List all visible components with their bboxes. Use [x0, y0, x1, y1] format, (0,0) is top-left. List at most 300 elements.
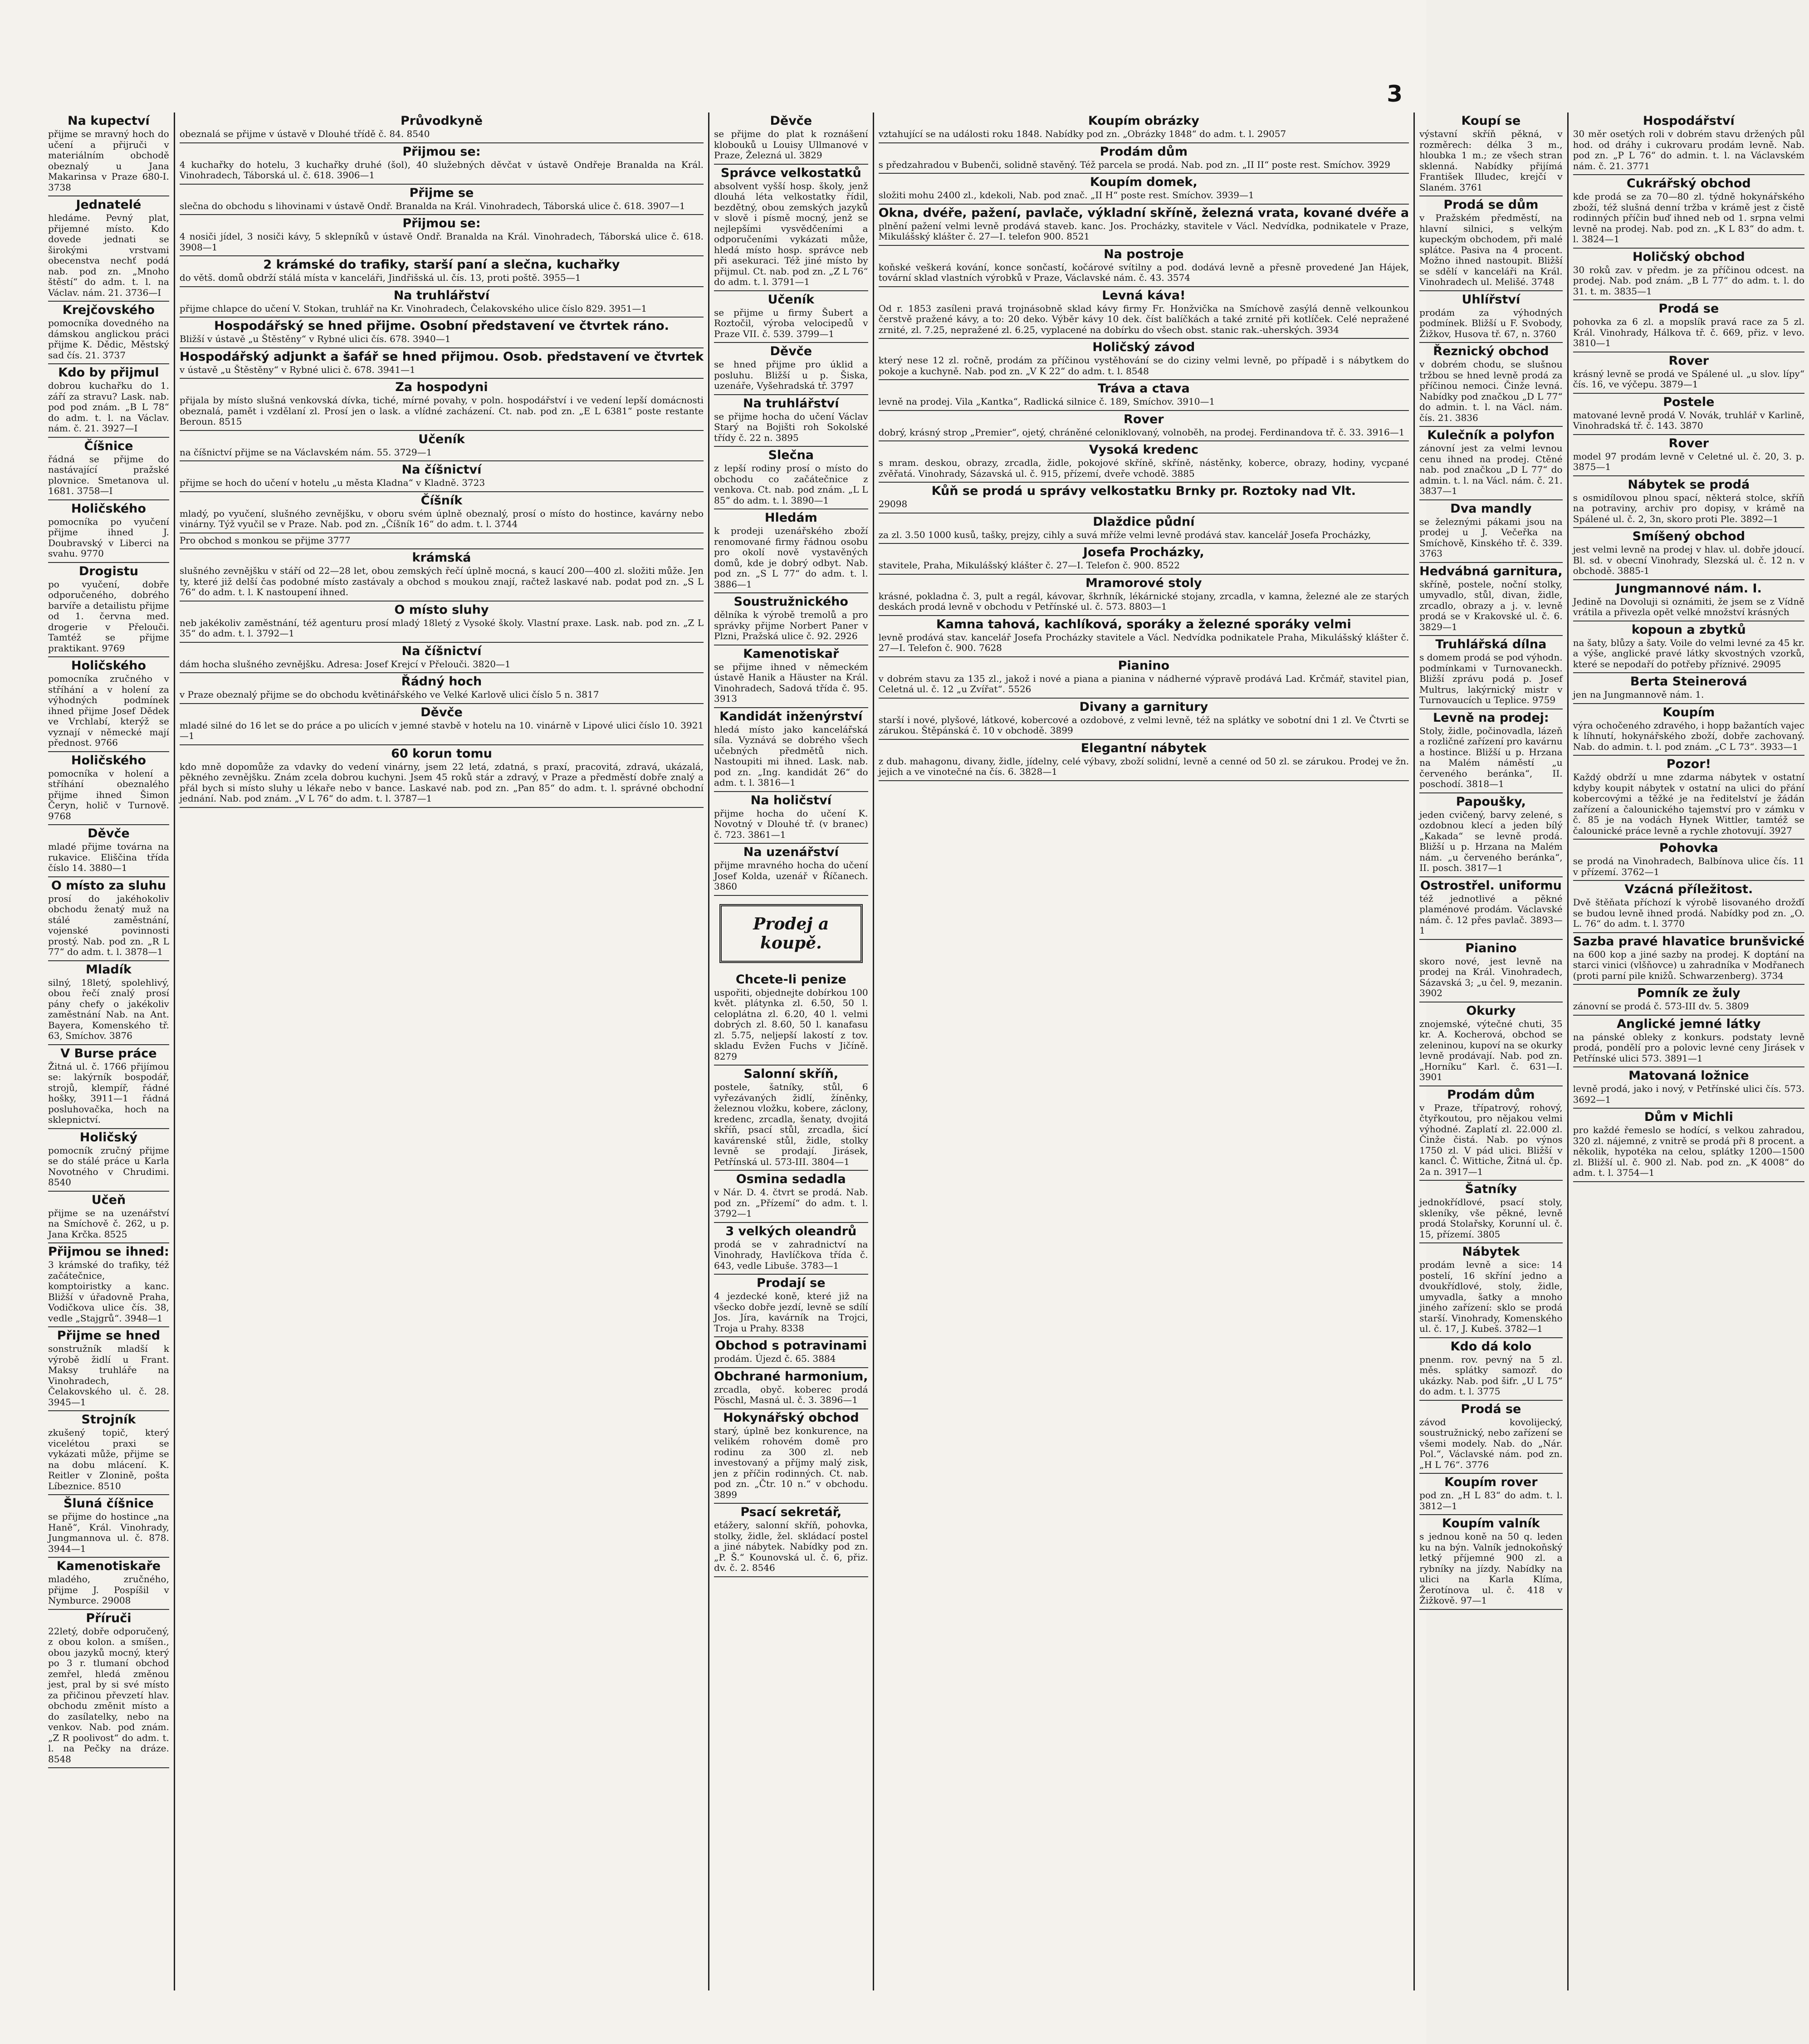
ad-heading: 60 korun tomu — [391, 746, 492, 761]
ad-text: mladé přijme továrna na rukavice. Eliščina třída číslo 14. 3880—1 — [48, 841, 169, 873]
ad-text: se prodá na Vinohradech, Balbínova ulice čís. 11 v přízemí. 3762—1 — [1573, 856, 1805, 877]
ad-heading: Elegantní nábytek — [1081, 741, 1207, 755]
classified-ad — [1419, 1086, 1562, 1181]
ad-heading: Hospodářský se hned přijme. Osobní představení ve čtvrtek ráno. — [214, 319, 669, 333]
ad-heading: Na postroje — [1104, 247, 1184, 261]
ad-heading: Obchrané harmonium, — [714, 1369, 868, 1384]
ad-heading: Pohovka — [1659, 841, 1718, 855]
classified-ad — [180, 215, 704, 256]
ad-heading: Číšnice — [84, 439, 133, 453]
ad-text: po vyučení, dobře odporučeného, dobrého barvíře a detailistu přijme od 1. června med. drogerie v Přelouči. Tamtéž se přijme praktikant. 9769 — [48, 578, 169, 654]
ad-text: přijala by místo slušná venkovská dívka, tiché, mírné povahy, v poln. hospodářství i ve vedení lepší domácnosti obeznalá, pamět i vzdělaní zl. Prosí jen o lask. a vlídné zacházení. Ct. nab. pod zn. „E L 6381“ poste restante Beroun. 8515 — [179, 395, 704, 427]
classified-ad — [1419, 291, 1562, 343]
ad-text: prodám levně a sice: 14 postelí, 16 skříní jedno a dvoukřídlové, stoly, židle, umyvadla, šatky a mnoho jiného zařízení: sklo se prodá starší. Vinohrady, Komenského ul. č. 17, J. Kubeš. 3782—1 — [1419, 1259, 1563, 1334]
classified-ad — [48, 657, 169, 752]
ad-heading: Prodám dům — [1447, 1087, 1535, 1102]
ad-text: levně prodá, jako i nový, v Petřínské ulici čís. 573. 3692—1 — [1573, 1083, 1805, 1105]
ad-text: kde prodá se za 70—80 zl. týdně hokynářského zboží, též slušná denní tržba v krámě jest z čistě rodinných příčin buď ihned neb od 1. srpna velmi levně na prodej. Nab. pod zn. „K L 83“ do adm. t. l. 3824—1 — [1573, 191, 1805, 244]
classified-ad — [714, 395, 868, 447]
classified-ad — [879, 411, 1409, 442]
ad-heading: Mramorové stoly — [1085, 576, 1202, 590]
ad-heading: Rover — [1668, 436, 1709, 450]
classified-ad — [180, 745, 704, 808]
ad-heading: Holičský závod — [1092, 340, 1195, 354]
ad-text: přijme mravného hocha do učení Josef Kolda, uzenář v Říčanech. 3860 — [714, 860, 868, 892]
classified-ad — [714, 1409, 868, 1504]
ad-text: etážery, salonní skříň, pohovka, stolky, židle, žel. skládací postel a jiné nábytek. Nabídky pod zn. „P. Š.“ Kounovská ul. č. 6, přiz. dv. č. 2. 8546 — [714, 1520, 868, 1573]
classified-ad — [1573, 249, 1804, 301]
ad-heading: Kůň se prodá u správy velkostatku Brnky pr. Roztoky nad Vlt. — [931, 484, 1356, 498]
ad-text: s předzahradou v Bubenči, solidně stavěný. Též parcela se prodá. Nab. pod zn. „II II“ poste rest. Smíchov. 3929 — [878, 159, 1391, 170]
ad-heading: Děvče — [770, 344, 812, 358]
classified-ad — [714, 291, 868, 343]
classified-ad — [1419, 343, 1562, 427]
ad-heading: Pianino — [1118, 658, 1170, 673]
ad-text: pomocníka po vyučení přijme ihned J. Doubravský v Liberci na svahu. 9770 — [48, 516, 169, 559]
ad-heading: Salonní skříň, — [743, 1067, 839, 1081]
ad-heading: Papoušky, — [1456, 794, 1526, 809]
ad-heading: Řeznický obchod — [1433, 344, 1549, 358]
classified-ad — [1419, 940, 1562, 1002]
classified-ad — [1419, 709, 1562, 793]
ad-text: na šaty, blůzy a šaty. Voile do velmi levné za 45 kr. a výše, anglické pravé látky skvostných vzorků, které se nepodaří do potřeby příznivé. 29095 — [1573, 637, 1805, 670]
ad-text: prodá se v zahradnictví na Vinohrady, Havlíčkova třída č. 643, vedle Libuše. 3783—1 — [714, 1238, 868, 1271]
ad-text: jen na Jungmannově nám. 1. — [1573, 689, 1704, 700]
ad-text: v Praze, třípatrový, rohový, čtyřkoutou, pro nějakou velmi výhodné. Zaplatí zl. 22.000 zl. Činže čistá. Nab. po výnos 1750 zl. V pád ulici. Bližší v kancl. Č. Wittiche, Žitná ul. čp. 2a n. 3917—1 — [1419, 1102, 1563, 1177]
ad-heading: Holičský obchod — [1632, 249, 1745, 264]
classified-ad — [48, 438, 169, 500]
ad-heading: Nábytek — [1462, 1245, 1520, 1259]
ad-heading: Přijmou se: — [402, 144, 481, 159]
ad-text: Žitná ul. č. 1766 přijímou se: lakýrník bospodář, strojů, klempíř, řádné hošky, 3911—1 řádná posluhovačka, hoch na sklepnictví. — [48, 1061, 169, 1125]
ad-text: model 97 prodám levně v Celetné ul. č. 20, 3. p. 3875—1 — [1573, 450, 1805, 472]
classified-ad — [879, 143, 1409, 174]
ad-heading: Děvče — [88, 826, 130, 841]
ad-text: v Nár. D. 4. čtvrt se prodá. Nab. pod zn. „Přízemí“ do adm. t. l. 3792—1 — [714, 1187, 868, 1219]
ad-heading: Učeň — [91, 1193, 126, 1207]
classified-ad — [714, 1171, 868, 1223]
ad-text: k prodeji uzenářského zboží renomované firmy řádnou osobu pro okolí nově vystavěných domů, kde je dobrý odbyt. Nab. pod zn. „S L 77“ do adm. t. l. 3886—1 — [714, 525, 868, 590]
ad-heading: Koupím rover — [1444, 1475, 1538, 1489]
ad-text: znojemské, výtečné chuti, 35 kr. A. Kocherová, obchod se zeleninou, kupoví na se okurky levně prodávají. Nab. pod zn. „Horníku“ Karl. č. 631—I. 3901 — [1419, 1018, 1563, 1082]
ad-heading: Kamna tahová, kachlíková, sporáky a železné sporáky velmi — [936, 617, 1351, 631]
classified-ad — [879, 513, 1409, 544]
ad-text: uspořiti, objednejte dobírkou 100 květ. plátynka zl. 6.50, 50 l. celoplátna zl. 6.20, 40 l. velmi dobrých zl. 8.60, 50 l. kanafasu zl. 5.75, neljepší lakostí z tov. skladu Evžen Fuchs v Jičíně. 8279 — [714, 987, 868, 1062]
classified-ad — [879, 112, 1409, 143]
ad-text: s osmidílovou plnou spací, některá stolce, skříň na potraviny, archiv pro dopisy, v krámě na Spálené ul. č. 2, 3n, skoro proti Ple. 3892—1 — [1573, 492, 1805, 524]
classified-ad — [48, 1327, 169, 1411]
ad-heading: Sazba pravé hlavatice brunšvické — [1573, 934, 1805, 949]
classified-ad — [1573, 112, 1804, 175]
classified-ad — [1419, 636, 1562, 709]
ad-heading: Obchod s potravinami — [715, 1339, 867, 1353]
classified-ad — [48, 1129, 169, 1192]
classified-ad — [1573, 300, 1804, 352]
classified-ad — [879, 657, 1409, 699]
ad-text: jest velmi levně na prodej v hlav. ul. dobře jdoucí. Bl. sd. v obecní Vinohrady, Slezská ul. č. 12 n. v obchodě. 3885-1 — [1573, 544, 1805, 576]
ad-text: plnění pažení velmi levně prodává staveb. kanc. Jos. Procházky, stavitele v Václ. Nedvídka, podnikatele v Praze, Mikulášský klášter č. 27—I. telefon 900. 8521 — [878, 220, 1409, 242]
classified-ad — [48, 364, 169, 438]
ad-heading: Děvče — [420, 705, 463, 719]
classified-ad — [1419, 196, 1562, 291]
classified-ad — [48, 563, 169, 658]
ad-text: slečna do obchodu s lihovinami v ústavě Ondř. Branalda na Král. Vinohradech, Táborská ulice č. 618. 3907—1 — [179, 200, 685, 211]
ad-text: zánovní se prodá č. 573-III dv. 5. 3809 — [1573, 1001, 1749, 1012]
classified-ad — [1573, 704, 1804, 756]
ad-heading: 3 velkých oleandrů — [725, 1224, 857, 1238]
ad-heading: Učeník — [768, 292, 815, 307]
classified-ad — [879, 246, 1409, 287]
classified-ad — [48, 825, 169, 877]
ad-text: Bližší v ústavě „u Štěstěny“ v Rybné ulici čís. 678. 3940—1 — [179, 333, 451, 344]
ad-heading: Správce velkostatků — [720, 166, 861, 180]
ad-heading: Děvče — [770, 114, 812, 128]
ad-heading: Rover — [1668, 353, 1709, 368]
classified-ad — [48, 752, 169, 826]
classified-ad — [180, 348, 704, 379]
classified-columns — [44, 112, 1805, 1990]
classified-ad — [180, 287, 704, 318]
ad-text: Pro obchod s monkou se přijme 3777 — [179, 534, 351, 546]
ad-text: přijme se hoch do učení v hotelu „u města Kladna“ v Kladně. 3723 — [179, 477, 485, 488]
ad-heading: Uhlířství — [1462, 292, 1521, 307]
ad-heading: Učeník — [418, 432, 465, 446]
ad-text: Jedině na Dovoluji si oznámiti, že jsem se z Vídně vrátila a přivezla opět velké množství krásných — [1573, 596, 1805, 617]
classified-ad — [48, 112, 169, 196]
classified-ad — [714, 509, 868, 593]
ad-heading: Holičského — [71, 659, 146, 673]
classified-ad — [1419, 1401, 1562, 1474]
classified-ad — [879, 287, 1409, 339]
classified-ad — [1573, 394, 1804, 435]
classified-ad — [879, 544, 1409, 575]
classified-ad — [714, 1066, 868, 1171]
ad-heading: krámská — [412, 551, 471, 565]
ad-heading: Rover — [1124, 412, 1164, 426]
ad-heading: Pianino — [1465, 941, 1517, 955]
classified-ad — [714, 792, 868, 844]
ad-text: Každý obdrží u mne zdarma nábytek v ostatní kdyby koupit nábytek v ostatní na ulici do přání kobercovými a těžké je na ředitelství je žádán zařízení a čalounického tajemství pro v zámku v č. 85 je na vodách Hynek Wittler, tamtéž se čalounické práce levně a rychle zhotovují. 3927 — [1573, 772, 1805, 836]
classified-ad — [1419, 1474, 1562, 1515]
ad-text: pomocník zručný přijme se do stálé práce u Karla Novotného v Chrudimi. 8540 — [48, 1144, 169, 1188]
page-number: 3 — [1387, 81, 1403, 107]
ad-text: silný, 18letý, spolehlivý, obou řečí znalý prosí pány chefy o jakékoliv zaměstnání Nab. na Ant. Bayera, Komenského tř. 63, Smíchov. 3876 — [48, 977, 169, 1041]
ad-text: přijme hocha do učení K. Novotný v Dlouhé tř. (v branec) č. 723. 3861—1 — [714, 807, 868, 840]
classified-ad — [1573, 1067, 1804, 1109]
section-banner: Prodej a koupě. — [719, 904, 863, 963]
ad-text: který nese 12 zl. ročně, prodám za příčinou vystěhování se do ciziny velmi levně, po případě i s nábytkem do pokoje a kuchyně. Nab. pod zn. „V K 22“ do adm. t. l. 8548 — [878, 355, 1409, 377]
ad-heading: Příruči — [86, 1611, 132, 1625]
ad-text: složiti mohu 2400 zl., kdekoli, Nab. pod znač. „II H“ poste rest. Smíchov. 3939—1 — [878, 190, 1254, 200]
ad-text: v dobrém stavu za 135 zl., jakož i nové a piana a pianina v nádherné výpravě prodává Lad. Krčmář, stavitel pian, Celetná ul. č. 12 „u Zvířat“. 5526 — [878, 673, 1409, 694]
classified-ad — [1419, 1338, 1562, 1401]
classified-ad — [714, 971, 868, 1066]
ad-text: též jednotlivé a pěkné plaménové prodám. Václavské nám. č. 12 přes pavlač. 3893—1 — [1419, 893, 1563, 936]
classified-ad — [714, 165, 868, 291]
ad-heading: Koupím obrázky — [1088, 114, 1199, 128]
ad-text: matované levně prodá V. Novák, truhlář v Karlině, Vinohradská tř. č. 143. 3870 — [1573, 409, 1805, 431]
ad-text: levně na prodej. Vila „Kantka“, Radlická silnice č. 189, Smíchov. 3910—1 — [878, 396, 1215, 407]
ad-text: v Praze obeznalý přijme se do obchodu květinářského ve Velké Karlově ulici číslo 5 n. 3817 — [179, 689, 599, 700]
ad-text: prodám za výhodných podmínek. Bližší u F. Svobody, Žižkov, Husova tř. 67, n. 3760 — [1419, 307, 1563, 339]
ad-text: Dvě štěňata příchozí k výrobě lisovaného drožďí se budou levně ihned prodá. Nabídky pod zn. „O. L. 76“ do adm. t. l. 3770 — [1573, 897, 1805, 929]
ad-heading: Osmina sedadla — [736, 1172, 846, 1186]
classified-ad — [879, 616, 1409, 657]
ad-heading: V Burse práce — [60, 1046, 157, 1061]
ad-heading: Dva mandly — [1450, 501, 1532, 516]
ad-heading: Cukrářský obchod — [1626, 176, 1751, 191]
ad-heading: kopoun a zbytků — [1631, 622, 1746, 637]
ad-text: se hned přijme pro úklid a posluhu. Bližší u p. Šiska, uzenáře, Vyšehradská tř. 3797 — [714, 359, 868, 391]
classified-ad — [879, 483, 1409, 513]
classified-ad — [48, 1411, 169, 1495]
ad-heading: Na číšnictví — [401, 644, 482, 658]
ad-text: skoro nové, jest levně na prodej na Král. Vinohradech, Sázavská 3; „u čel. 9, mezanin. 3902 — [1419, 955, 1563, 998]
classified-ad — [714, 343, 868, 395]
ad-heading: Holičského — [71, 501, 146, 516]
ad-heading: Přijmou se ihned: — [48, 1245, 169, 1259]
ad-text: 3 krámské do trafiky, též začátečnice, komptoiristky a kanc. Bližší v úřadovně Praha, Vodičkova ulice čís. 38, vedle „Stajgrů“. 3948—1 — [48, 1259, 169, 1324]
ad-heading: Anglické jemné látky — [1617, 1017, 1761, 1031]
ad-text: prodám. Újezd č. 65. 3884 — [714, 1353, 836, 1364]
classified-ad — [180, 549, 704, 601]
classified-ad — [180, 256, 704, 287]
ad-text: 22letý, dobře odporučený, z obou kolon. a smíšen., obou jazyků mocný, který po 3 r. tlumaní obchod zemřel, hledá změnou jest, pral by si své místo za přičinou převzetí hlav. obchodu změnit místo a do zasílatelky, nebo na venkov. Nab. pod znám. „Z R poolivost“ do adm. t. l. na Pečky na dráze. 8548 — [48, 1625, 169, 1765]
ad-heading: Strojník — [81, 1413, 136, 1427]
classified-ad — [1573, 175, 1804, 249]
classified-ad — [879, 575, 1409, 616]
ad-text: řádná se přijme do nastávající pražské plovnice. Smetanova ul. 1681. 3758—I — [48, 453, 169, 496]
ad-heading: Kdo dá kolo — [1450, 1339, 1532, 1354]
ad-heading: Divany a garnitury — [1079, 699, 1208, 714]
classified-ad — [714, 708, 868, 792]
ad-heading: Kamenotiskaře — [56, 1559, 161, 1573]
ad-text: výstavní skříň pěkná, v rozměrech: délka 3 m., hloubka 1 m.; ze všech stran sklenná. Nabídky přijímá František Illudec, krejčí v Slaném. 3761 — [1419, 128, 1563, 193]
classified-ad — [180, 673, 704, 704]
ad-heading: Na kupectví — [68, 114, 150, 128]
classified-ad — [1573, 881, 1804, 933]
ad-text: pohovka za 6 zl. a mopslík pravá race za 5 zl. Král. Vinohrady, Hálkova tř. č. 669, přiz. v levo. 3810—1 — [1573, 316, 1805, 348]
ad-text: 4 nosiči jídel, 3 nosiči kávy, 5 sklepníků v ústavě Ondř. Branalda na Král. Vinohradech, Táborská ulice č. 618. 3908—1 — [179, 231, 704, 253]
ad-heading: Na uzenářství — [743, 845, 839, 859]
ad-text: vztahující se na události roku 1848. Nabídky pod zn. „Obrázky 1848“ do adm. t. l. 29057 — [878, 128, 1286, 139]
classified-ad — [879, 380, 1409, 411]
ad-text: Stoly, židle, počinovadla, lázeň a rozličné zařízení pro kavárnu a hostince. Bližší u p. Hrzana na Malém náměstí „u červeného beránka“, II. poschodí. 3818—1 — [1419, 725, 1563, 789]
ad-heading: Prodá se — [1461, 1402, 1521, 1416]
ad-heading: Prodám dům — [1100, 144, 1188, 159]
ad-text: výra ochočeného zdravého, i hopp bažantích vajec k líhnutí, hokynářského zboží, dobře zachovaný. Nab. do admin. t. l. pod znám. „C L 73“. 3933—1 — [1573, 719, 1805, 752]
ad-text: zkušený topič, který vicelétou praxi se vykázati může, přijme se na dobu mlácení. K. Reitler v Zlonině, pošta Líbeznice. 8510 — [48, 1427, 169, 1491]
ad-text: na pánské obleky z konkurs. podstaty levně prodá, pondělí pro a polovic levné ceny Jirásek v Petřínské ulici 573. 3891—1 — [1573, 1031, 1805, 1064]
ad-heading: Kulečník a polyfon — [1427, 428, 1555, 442]
ad-heading: Tráva a ctava — [1097, 381, 1190, 396]
ad-text: zrcadla, obyč. koberec prodá Pöschl, Masná ul. č. 3. 3896—1 — [714, 1384, 868, 1405]
ad-text: se přijme do hostince „na Haně“, Král. Vinohrady, Jungmannova ul. č. 878. 3944—1 — [48, 1511, 169, 1554]
ad-heading: Hledám — [764, 511, 817, 525]
classified-ad — [48, 1192, 169, 1244]
ad-heading: Kamenotiskař — [743, 646, 839, 661]
ad-text: do větš. domů obdrží stálá místa v kanceláři, Jindřišská ul. čís. 13, proti poště. 3955—1 — [179, 272, 581, 283]
ad-text: jeden cvičený, barvy zelené, s ozdobnou klecí a jeden bílý „Kakada“ se levně prodá. Bližší u p. Hrzana na Malém nám. „u červeného beránka“, II. posch. 3817—1 — [1419, 809, 1563, 873]
ad-text: mladý, po vyučení, slušného zevnějšku, v oboru svém úplně obeznalý, prosí o místo do hostince, kavárny nebo vinárny. Týž vyučil se v Praze. Nab. pod zn. „Číšník 16“ do adm. t. l. 3744 — [179, 508, 704, 529]
classified-ad — [1573, 1109, 1804, 1182]
ad-text: se přijme u firmy Šubert a Roztočil, výroba velocipedů v Praze VII. č. 539. 3799—1 — [714, 307, 868, 339]
ad-heading: Holičského — [71, 753, 146, 768]
classified-ad — [48, 196, 169, 302]
ad-heading: 2 krámské do trafiky, starší paní a slečna, kuchařky — [263, 258, 620, 272]
ad-heading: Na truhlářství — [393, 288, 490, 303]
classified-ad — [1419, 793, 1562, 877]
ad-heading: Levně na prodej: — [1433, 710, 1549, 725]
ad-heading: O místo sluhy — [394, 602, 489, 617]
ad-text: s jednou koně na 50 q. leden ku na býn. Valník jednokoňský letký příjemné 900 zl. a rybníky na jízdy. Nabídky na ulici na Karla Klíma, Žerotínova ul. č. 418 v Žižkově. 97—1 — [1419, 1531, 1563, 1606]
ad-text: skříně, postele, noční stolky, umyvadlo, stůl, divan, židle, zrcadlo, obrazy a j. v. levně prodá se v Krakovské ul. č. 6. 3829—1 — [1419, 578, 1563, 632]
ad-heading: Mladík — [85, 962, 132, 977]
classified-ad — [879, 740, 1409, 781]
ad-text: 30 roků zav. v předm. je za příčinou odcest. na prodej. Nab. pod znám. „B L 77“ do adm. t. l. do 31. t. m. 3835—1 — [1573, 264, 1805, 297]
ad-text: stavitele, Praha, Mikulášský klášter č. 27—I. Telefon č. 900. 8522 — [878, 560, 1180, 571]
classified-ad — [48, 1610, 169, 1769]
classified-ad — [1573, 435, 1804, 476]
column-6 — [1569, 112, 1809, 1990]
ad-heading: Šluná číšnice — [63, 1496, 154, 1511]
classified-ad — [1419, 1243, 1562, 1338]
ad-heading: Jednatelé — [76, 198, 142, 212]
classified-ad — [1419, 1515, 1562, 1610]
ad-text: v Pražském předměstí, na hlavní silnici, s velkým kupeckým obchodem, při malé splátce. Pasiva na 4 procent. Možno ihned nastoupit. Bližší se sdělí v kanceláři na Král. Vinohradech ul. Melišé. 3748 — [1419, 212, 1563, 287]
classified-ad — [714, 844, 868, 896]
ad-text: v dobrém chodu, se slušnou tržbou se hned levně prodá za příčinou nemoci. Činže levná. Nabídky pod značkou „D L 77“ do admin. t. l. na Václ. nám. čís. 21. 3836 — [1419, 359, 1563, 423]
column-4 — [874, 112, 1415, 1990]
ad-text: se železnými pákami jsou na prodej u J. Večeřka na Smíchově, Kinského tř. č. 339. 3763 — [1419, 516, 1563, 559]
classified-ad — [879, 699, 1409, 740]
classified-ad — [1419, 427, 1562, 500]
ad-text: jednokřídlové, psací stoly, skleníky, vše pěkné, levně prodá Stolařsky, Korunní ul. č. 15, přízemí. 3805 — [1419, 1197, 1563, 1240]
ad-heading: Koupím — [1662, 705, 1715, 719]
ad-heading: Vzácná příležitost. — [1624, 882, 1753, 896]
classified-ad — [180, 431, 704, 462]
ad-heading: Kandidát inženýrství — [719, 709, 863, 724]
ad-heading: Dům v Michli — [1644, 1110, 1733, 1124]
ad-heading: Koupí se — [1461, 114, 1521, 128]
classified-ad — [48, 302, 169, 364]
ad-text: dám hocha slušného zevnějšku. Adresa: Josef Krejcí v Přelouči. 3820—1 — [179, 658, 511, 670]
ad-text: hledá místo jako kancelářská síla. Vyznává se dobrého všech učebných předmětů nich. Nastoupiti mi ihned. Lask. nab. pod zn. „Ing. kandidát 26“ do adm. t. l. 3816—1 — [714, 724, 868, 788]
ad-heading: Na holičství — [750, 793, 831, 807]
classified-ad — [879, 339, 1409, 380]
ad-heading: Číšník — [420, 493, 463, 508]
ad-heading: Koupím domek, — [1090, 175, 1198, 189]
ad-text: postele, šatníky, stůl, 6 vyřezávaných židlí, žíněnky, železnou vložku, kobere, záclony, kredenc, zrcadla, šenaty, dvojitá skříň, psací stůl, zrcadla, šicí kavárenské stůl, židle, stolky levně se prodají. Jirásek, Petřínská ul. 573-III. 3804—1 — [714, 1081, 868, 1167]
ad-heading: Okna, dvéře, pažení, pavlače, výkladní skříně, železná vrata, kované dvéře a — [878, 205, 1409, 220]
ad-heading: Matovaná ložnice — [1628, 1069, 1749, 1083]
ad-text: starý, úplně bez konkurence, na velikém rohovém domě pro rodinu za 300 zl. neb investovaný a příjmy malý zisk, jen z příčin rodinných. Ct. nab. pod zn. „Čtr. 10 n.“ v obchodu. 3899 — [714, 1425, 868, 1500]
ad-text: dělníka k výrobě tremolů a pro správky přijme Norbert Paner v Plzni, Pražská ulice č. 92. 2926 — [714, 609, 868, 641]
classified-ad — [879, 205, 1409, 246]
classified-ad — [180, 185, 704, 215]
classified-ad — [1419, 500, 1562, 563]
ad-text: dobrou kuchařku do 1. září za stravu? Lask. nab. pod pod znám. „B L 78“ do adm. t. l. na Václav. nám. č. 21. 3927—I — [48, 380, 169, 434]
ad-text: obeznalá se přijme v ústavě v Dlouhé třídě č. 84. 8540 — [179, 128, 430, 139]
classified-ad — [180, 601, 704, 643]
ad-text: absolvent vyšší hosp. školy, jenž dlouhá léta velkostatky řídil, bezdětný, obou zemských jazyků v slově i písmě mocný, jenž se nejlepšími vysvědčeními a odporučeními vykázati může, hledá místo hosp. správce neb při asekuraci. Též jiné místo by přijmul. Ct. nab. pod zn. „Z L 76“ do adm. t. l. 3791—1 — [714, 180, 868, 287]
classified-ad — [714, 1368, 868, 1409]
ad-heading: Soustružnického — [733, 595, 848, 609]
classified-ad — [48, 1243, 169, 1327]
ad-heading: Jungmannové nám. I. — [1615, 581, 1762, 596]
classified-ad — [1573, 985, 1804, 1016]
ad-heading: O místo za sluhu — [51, 878, 166, 893]
ad-heading: Hokynářský obchod — [723, 1410, 859, 1425]
classified-ad — [48, 1558, 169, 1610]
ad-text: neb jakékoliv zaměstnání, též agenturu prosí mladý 18letý z Vysoké školy. Vlastní praxe. Lask. nab. pod zn. „Z L 35“ do adm. t. l. 3792—1 — [179, 617, 704, 639]
ad-heading: Dlaždice půdní — [1093, 514, 1195, 529]
classified-ad — [1573, 476, 1804, 528]
column-2 — [175, 112, 709, 1990]
classified-ad — [1419, 112, 1562, 196]
ad-heading: Průvodkyně — [400, 114, 483, 128]
classified-ad — [714, 1337, 868, 1368]
classified-ad — [180, 704, 704, 745]
classified-ad — [48, 961, 169, 1045]
ad-heading: Šatníky — [1465, 1182, 1517, 1196]
column-5 — [1415, 112, 1568, 1990]
ad-heading: Levná káva! — [1102, 288, 1186, 303]
ad-text: přijme se mravný hoch do učení a přijruči v materiálním obchodě obeznalý u Jana Makarinsa v Praze 680-I. 3738 — [48, 128, 169, 193]
ad-heading: Přijme se — [409, 186, 474, 200]
ad-text: koňské veškerá kování, konce sončastí, kočárové svítilny a pod. dodává levně a přesně provedené Jan Hájek, tovární sklad vlastních výrobků v Praze, Václavské nám. č. 43. 3574 — [878, 261, 1409, 283]
ad-heading: Holičský — [79, 1130, 138, 1144]
ad-heading: Prodá se dům — [1443, 198, 1539, 212]
classified-ad — [1419, 1181, 1562, 1243]
ad-text: sonstružník mladší k výrobě židlí u Frant. Maksy truhláře na Vinohradech, Čelakovského ul. č. 28. 3945—1 — [48, 1343, 169, 1408]
ad-text: kdo mně dopomůže za vdavky do vedení vinárny, jsem 22 letá, zdatná, s praxí, pracovitá, zdravá, ukázalá, pěkného zevnějšku. Znám zcela dobrou kuchyni. Jsem 45 roků stár a zdravý, v Praze a předměstí dobře znalý a přál bych si místo sluhy u lékaře nebo v bance. Laskavé nab. pod zn. „Pan 85“ do adm. t. l. správné obchodní jednání. Nab. pod znám. „V L 76“ do adm. t. l. 3787—1 — [179, 761, 704, 804]
ad-heading: Přijme se hned — [57, 1329, 161, 1343]
ad-heading: Smíšený obchod — [1632, 529, 1745, 543]
classified-ad — [1573, 528, 1804, 580]
ad-text: přijme chlapce do učení V. Stokan, truhlář na Kr. Vinohradech, Čelakovského ulice číslo 829. 3951—1 — [179, 303, 647, 314]
classified-ad — [714, 593, 868, 645]
classified-ad — [1573, 933, 1804, 985]
ad-text: levně prodává stav. kancelář Josefa Procházky stavitele a Václ. Nedvídka podnikatele Praha, Mikulášský klášter č. 27—I. Telefon č. 900. 7628 — [878, 631, 1409, 653]
classified-ad — [180, 643, 704, 674]
ad-heading: Přijmou se: — [402, 216, 481, 230]
classified-ad — [714, 1223, 868, 1275]
ad-text: krásné, pokladna č. 3, pult a regál, kávovar, škrhník, lékárnické stojany, zrcadla, v kamna, železné ale ze starých deskách prodá levně v obchodu v Petřínské ul. č. 573. 8803—1 — [878, 590, 1409, 612]
ad-text: dobrý, krásný strop „Premier“, ojetý, chráněné celoniklovaný, volnoběh, na prodej. Ferdinandova tř. č. 33. 3916—1 — [878, 426, 1405, 438]
ad-text: se přijme do plat k roznášení klobouků u Louisy Ullmanové v Praze, Železná ul. 3829 — [714, 128, 868, 161]
classified-ad — [1573, 352, 1804, 394]
ad-text: 30 měr osetých roli v dobrém stavu držených půl hod. od dráhy i cukrovaru prodám levně. Nab. pod zn. „P L 76“ do admin. t. l. na Václavském nám. č. 21. 3771 — [1573, 128, 1805, 171]
ad-heading: Koupím valník — [1442, 1516, 1540, 1531]
ad-heading: Postele — [1663, 395, 1715, 409]
ad-heading: Hospodářství — [1643, 114, 1735, 128]
ad-text: z dub. mahagonu, divany, židle, jídelny, celé výbavy, zboží solidní, levně a cenné od 50 zl. se zárukou. Prodej ve žn. jejich a ve vinotečné na čís. 6. 3828—1 — [878, 755, 1409, 777]
ad-heading: Nábytek se prodá — [1628, 477, 1750, 492]
ad-text: pomocníka dovedného na dámskou anglickou práci přijme K. Dědic, Městský sad čís. 21. 3737 — [48, 318, 169, 361]
classified-ad — [180, 112, 704, 143]
ad-text: z lepší rodiny prosí o místo do obchodu co začátečnice z venkova. Ct. nab. pod znám. „L L 85“ do adm. t. l. 3890—1 — [714, 463, 868, 506]
classified-ad — [1419, 563, 1562, 636]
classified-ad — [180, 318, 704, 348]
ad-text: na 600 kop a jiné sazby na prodej. K doptání na starci vinici (vlšňovce) u zahradníka v Modřanech (proti parní pile knižů. Schwarzenberg). 3734 — [1573, 949, 1805, 981]
ad-heading: Drogistu — [78, 564, 138, 578]
ad-heading: Berta Steinerová — [1630, 675, 1747, 689]
classified-ad — [1419, 877, 1562, 940]
ad-heading: Ostrostřel. uniformu — [1420, 878, 1562, 893]
ad-heading: Na truhlářství — [743, 396, 839, 411]
classified-ad — [48, 877, 169, 961]
